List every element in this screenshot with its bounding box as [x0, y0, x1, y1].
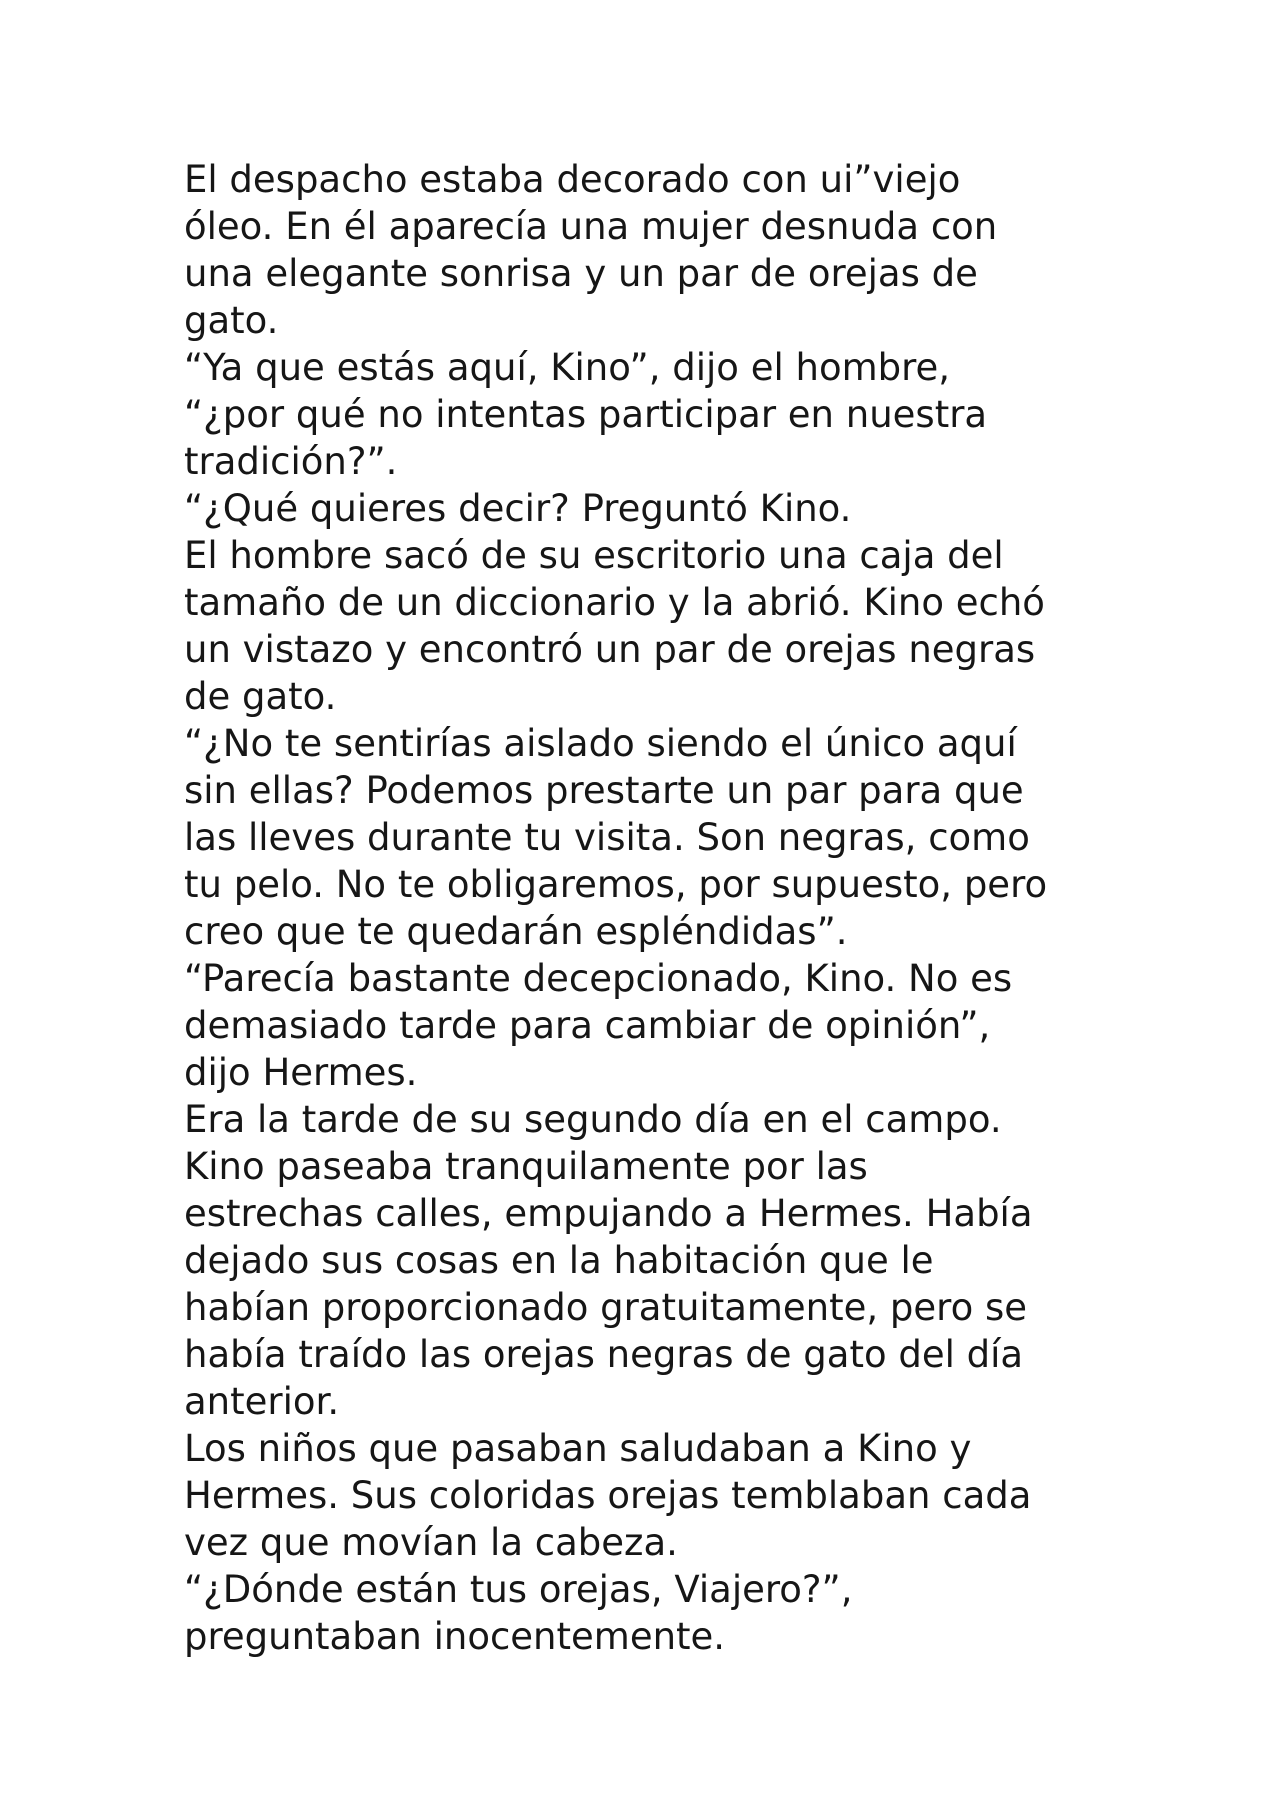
text-line: “¿Qué quieres decir? Preguntó Kino. — [184, 487, 852, 530]
text-line: tradición?”. — [184, 440, 398, 483]
text-line: estrechas calles, empujando a Hermes. Había — [184, 1192, 1033, 1235]
text-line: Los niños que pasaban saludaban a Kino y — [184, 1427, 972, 1470]
text-line: las lleves durante tu visita. Son negras, como — [184, 816, 1030, 859]
text-line: de gato. — [184, 675, 337, 718]
text-line: preguntaban inocentemente. — [184, 1615, 726, 1658]
text-line: una elegante sonrisa y un par de orejas de — [184, 252, 978, 295]
text-line: tu pelo. No te obligaremos, por supuesto, pero — [184, 863, 1048, 906]
text-line: Era la tarde de su segundo día en el campo. — [184, 1098, 1002, 1141]
text-line: creo que te quedarán espléndidas”. — [184, 910, 848, 953]
text-line: “Ya que estás aquí, Kino”, dijo el hombre, — [184, 346, 951, 389]
text-line: habían proporcionado gratuitamente, pero se — [184, 1286, 1028, 1329]
text-line: demasiado tarde para cambiar de opinión”, — [184, 1004, 991, 1047]
text-line: un vistazo y encontró un par de orejas negras — [184, 628, 1036, 671]
text-line: “Parecía bastante decepcionado, Kino. No es — [184, 957, 1013, 1000]
text-line: tamaño de un diccionario y la abrió. Kino echó — [184, 581, 1045, 624]
text-line: gato. — [184, 299, 279, 342]
text-line: dijo Hermes. — [184, 1051, 418, 1094]
text-line: “¿Dónde están tus orejas, Viajero?”, — [184, 1568, 853, 1611]
text-line: había traído las orejas negras de gato del día — [184, 1333, 1024, 1376]
text-line: El hombre sacó de su escritorio una caja del — [184, 534, 1004, 577]
text-line: vez que movían la cabeza. — [184, 1521, 678, 1564]
text-line: sin ellas? Podemos prestarte un par para que — [184, 769, 1024, 812]
text-line: “¿por qué no intentas participar en nuestra — [184, 393, 988, 436]
text-line: Kino paseaba tranquilamente por las — [184, 1145, 868, 1188]
text-line: Hermes. Sus coloridas orejas temblaban cada — [184, 1474, 1032, 1517]
text-line: “¿No te sentirías aislado siendo el único aquí — [184, 722, 1017, 765]
text-line: El despacho estaba decorado con ui”viejo — [184, 158, 961, 201]
text-line: anterior. — [184, 1380, 340, 1423]
text-line: óleo. En él aparecía una mujer desnuda con — [184, 205, 998, 248]
body-text — [184, 156, 1184, 1660]
text-line: dejado sus cosas en la habitación que le — [184, 1239, 934, 1282]
